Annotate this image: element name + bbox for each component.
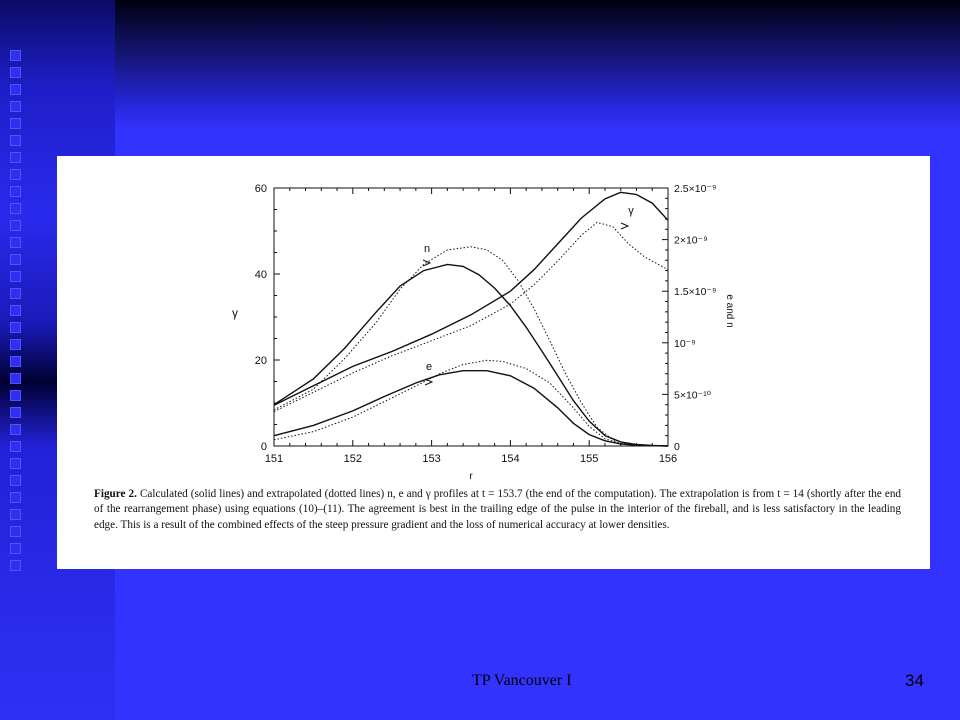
x-tick-label: 152 xyxy=(343,453,362,465)
decorative-square xyxy=(10,305,21,316)
figure-caption xyxy=(94,487,901,533)
decorative-square xyxy=(10,152,21,163)
y-tick-label: 20 xyxy=(254,355,267,367)
y-axis-label: γ xyxy=(232,306,238,320)
decorative-square xyxy=(10,509,21,520)
decorative-square xyxy=(10,50,21,61)
series-line-gamma-solid xyxy=(274,192,668,405)
series-line-gamma-dotted xyxy=(274,222,668,411)
y2-tick-label: 5×10⁻¹⁰ xyxy=(674,389,711,402)
caption-text: Calculated (solid lines) and extrapolated (dotted lines) n, e and γ profiles at t = 153.7 (the end of the computation). The extrapolation is from t = 14 (shortly after the end of the rearrangement phase) using equations (10)–(11). The agreement is best in the trailing edge of the pulse in the interior of the fireball, and is less satisfactory in the leading edge. This is a result of the combined effects of the steep pressure gradient and the loss of numerical accuracy at lower densities. xyxy=(94,488,902,531)
decorative-square xyxy=(10,101,21,112)
decorative-square xyxy=(10,407,21,418)
decorative-square xyxy=(10,237,21,248)
x-tick-label: 156 xyxy=(658,453,678,465)
x-tick-label: 153 xyxy=(422,453,441,465)
decorative-square xyxy=(10,322,21,333)
x-tick-label: 154 xyxy=(501,453,520,465)
decorative-square xyxy=(10,118,21,129)
footer-text: TP Vancouver I xyxy=(472,672,572,689)
decorative-square xyxy=(10,441,21,452)
caption-label: Figure 2. xyxy=(94,488,137,500)
decorative-square xyxy=(10,271,21,282)
decorative-square xyxy=(10,67,21,78)
y-tick-label: 40 xyxy=(254,269,267,281)
y2-tick-label: 1.5×10⁻⁹ xyxy=(674,286,717,299)
decorative-square xyxy=(10,526,21,537)
decorative-square xyxy=(10,543,21,554)
series-line-n-dotted xyxy=(274,247,668,446)
y2-tick-label: 10⁻⁹ xyxy=(674,337,696,350)
series-line-e-dotted xyxy=(274,360,668,446)
decorative-square xyxy=(10,288,21,299)
slide-page-number: 34 xyxy=(905,671,924,690)
y2-tick-label: 2.5×10⁻⁹ xyxy=(674,183,717,195)
y2-axis-label: e and n xyxy=(724,294,735,328)
decorative-square xyxy=(10,169,21,180)
plot-frame xyxy=(274,188,668,446)
annotation-gamma-arrow xyxy=(621,223,628,229)
decorative-square xyxy=(10,84,21,95)
series-line-e-solid xyxy=(274,371,668,446)
x-tick-label: 151 xyxy=(264,453,284,465)
decorative-square xyxy=(10,254,21,265)
annotation-e-arrow xyxy=(425,379,432,385)
decorative-square xyxy=(10,203,21,214)
decorative-square xyxy=(10,492,21,503)
x-axis-label: r xyxy=(469,471,473,482)
decorative-square xyxy=(10,424,21,435)
decorative-square xyxy=(10,339,21,350)
decorative-square xyxy=(10,560,21,571)
y2-tick-label: 0 xyxy=(674,441,680,453)
annotation-e: e xyxy=(425,361,433,373)
decorative-square xyxy=(10,356,21,367)
decorative-square xyxy=(10,475,21,486)
y-tick-label: 0 xyxy=(260,441,267,453)
decorative-square xyxy=(10,373,21,384)
y2-tick-label: 2×10⁻⁹ xyxy=(674,234,708,247)
decorative-square xyxy=(10,458,21,469)
decorative-square xyxy=(10,135,21,146)
annotation-n: n xyxy=(423,243,431,255)
figure-image xyxy=(57,156,930,569)
y-tick-label: 60 xyxy=(254,183,267,195)
annotation-gamma: γ xyxy=(628,205,634,217)
decorative-square xyxy=(10,390,21,401)
line-chart xyxy=(57,156,930,486)
slide-header-band xyxy=(115,0,960,130)
decorative-square xyxy=(10,220,21,231)
x-tick-label: 155 xyxy=(580,453,599,465)
decorative-square xyxy=(10,186,21,197)
